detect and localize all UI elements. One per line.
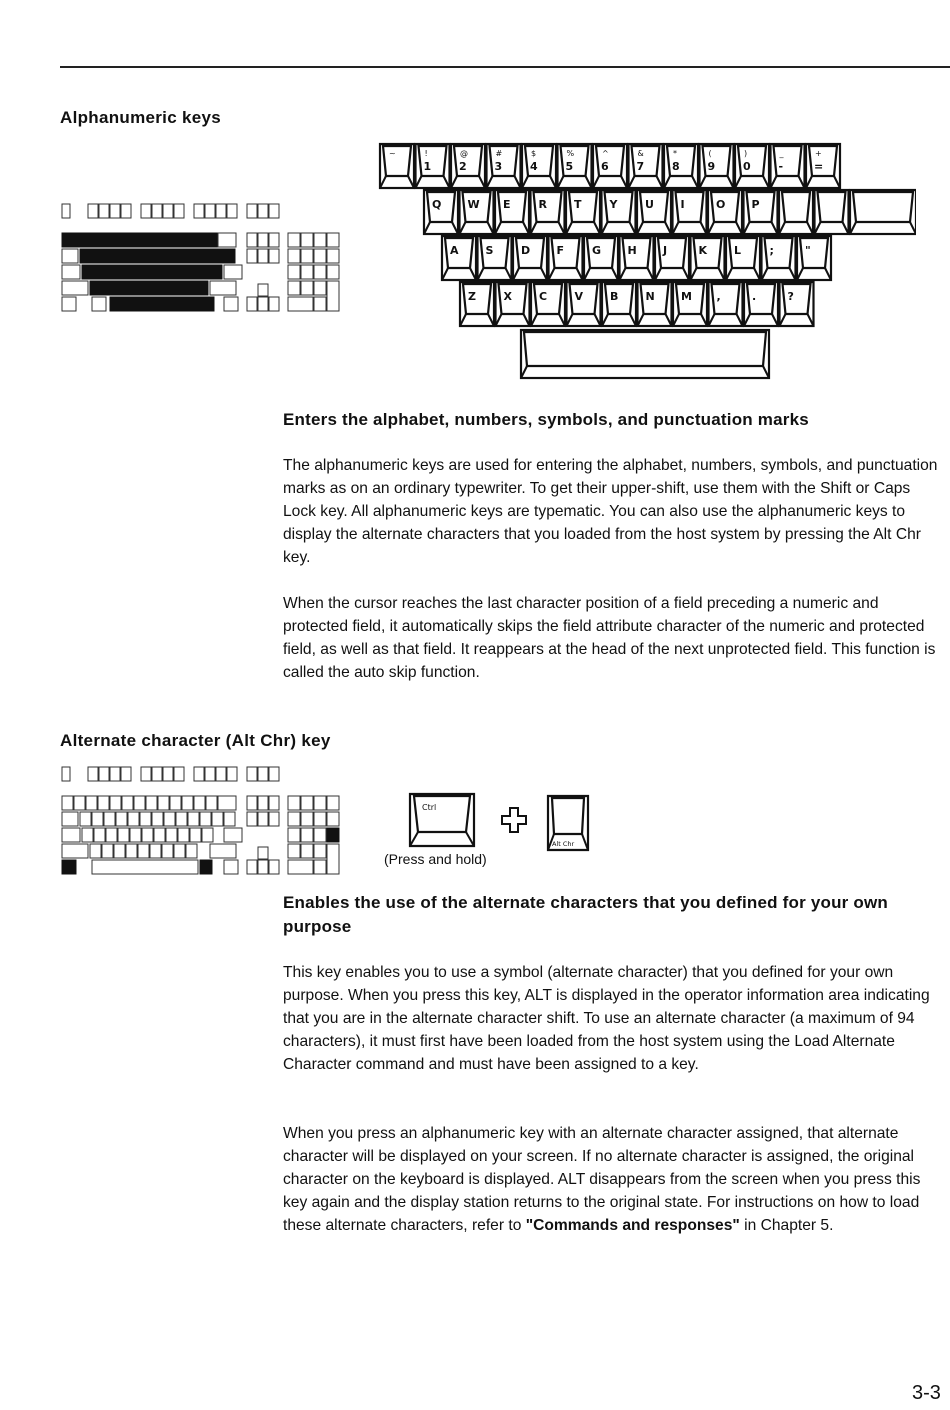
key-label: 2 — [459, 160, 467, 173]
key-S — [478, 236, 512, 280]
key-1 — [416, 144, 450, 188]
mini-key — [164, 812, 175, 826]
key-label: 3 — [494, 160, 503, 173]
mini-key — [62, 812, 78, 826]
key-? — [780, 282, 814, 326]
mini-key — [194, 796, 205, 810]
key-V — [567, 282, 601, 326]
key-label: O — [716, 198, 726, 211]
key-label: S — [485, 244, 494, 257]
key-X — [496, 282, 530, 326]
key-= — [806, 144, 840, 188]
key-shift-label: ~ — [389, 149, 396, 158]
key-shift-label: & — [637, 149, 644, 158]
mini-key — [190, 828, 201, 842]
key-label: 4 — [530, 160, 538, 173]
key-label: P — [751, 198, 760, 211]
mini-key — [218, 796, 236, 810]
key-shift-label: % — [566, 149, 575, 158]
mini-key — [116, 812, 127, 826]
key-label: 9 — [707, 160, 716, 173]
paragraph-alt-chr-1: This key enables you to use a symbol (alternate character) that you defined for your own purpose. When you press this key, ALT is displayed in the operator information area indicating that you are in the alternate character shift. To use an alternate character (a maximum of 94 characters), it must first have been loaded from the host system using the Load Alternate Character command and must have been assigned to a key. — [283, 964, 930, 1073]
key-shift-label: ^ — [602, 149, 609, 158]
key-G — [584, 236, 618, 280]
key-Z — [460, 282, 494, 326]
key-label: - — [778, 160, 784, 173]
key-- — [771, 144, 805, 188]
mini-key — [118, 828, 129, 842]
key-9 — [700, 144, 734, 188]
key-label: E — [503, 198, 511, 211]
key-E — [495, 190, 529, 234]
mini-key — [176, 812, 187, 826]
key-shift-label: * — [673, 149, 677, 158]
mini-keyboard-alt-chr-icon — [60, 763, 345, 881]
ctrl-key-icon — [408, 792, 478, 850]
key-label: L — [734, 244, 742, 257]
mini-key — [74, 796, 85, 810]
mini-key — [90, 844, 101, 858]
key-label: ; — [769, 244, 774, 257]
key-label: R — [538, 198, 547, 211]
key-blank — [850, 190, 916, 234]
paragraph-alt-chr-2-tail: in Chapter 5. — [739, 1217, 834, 1234]
mini-key — [182, 796, 193, 810]
key-label: " — [805, 244, 811, 257]
mini-key — [152, 812, 163, 826]
key-2 — [451, 144, 485, 188]
alphanumeric-keyboard-diagram — [376, 138, 916, 386]
key-label: Z — [468, 290, 476, 303]
key-W — [460, 190, 494, 234]
mini-key — [170, 796, 181, 810]
key-label: U — [645, 198, 654, 211]
mini-key — [138, 844, 149, 858]
mini-key — [224, 828, 242, 842]
section-heading-alphanumeric: Alphanumeric keys — [60, 108, 221, 127]
key-P — [744, 190, 778, 234]
key-label: 0 — [743, 160, 751, 173]
mini-key — [62, 796, 73, 810]
mini-key — [210, 844, 236, 858]
mini-key — [102, 844, 113, 858]
key-L — [726, 236, 760, 280]
alt-chr-key-icon — [546, 794, 592, 854]
commands-and-responses-reference: "Commands and responses" — [525, 1217, 740, 1234]
key-O — [708, 190, 742, 234]
mini-key — [104, 812, 115, 826]
mini-key — [166, 828, 177, 842]
key-blank — [815, 190, 849, 234]
mini-key — [92, 812, 103, 826]
paragraph-alt-chr-2 — [283, 1122, 948, 1237]
key-K — [691, 236, 725, 280]
mini-key — [150, 844, 161, 858]
section-heading-alt-chr: Alternate character (Alt Chr) key — [60, 731, 331, 750]
press-and-hold-caption: (Press and hold) — [384, 851, 487, 867]
key-shift-label: @ — [460, 149, 468, 158]
key-blank — [779, 190, 813, 234]
key-5 — [558, 144, 592, 188]
key-F — [549, 236, 583, 280]
mini-key — [202, 828, 213, 842]
key-7 — [629, 144, 663, 188]
mini-key — [82, 828, 93, 842]
key-label: B — [610, 290, 619, 303]
mini-key — [206, 796, 217, 810]
key-N — [638, 282, 672, 326]
key-label: . — [752, 290, 757, 303]
ctrl-key-label: Ctrl — [422, 803, 437, 812]
key-M — [673, 282, 707, 326]
key-label: X — [503, 290, 512, 303]
mini-key — [212, 812, 223, 826]
key-label: 1 — [423, 160, 432, 173]
key-J — [655, 236, 689, 280]
mini-key — [114, 844, 125, 858]
key-label: W — [467, 198, 480, 211]
mini-key — [62, 828, 80, 842]
mini-key — [110, 796, 121, 810]
plus-icon — [500, 806, 528, 834]
key-, — [709, 282, 743, 326]
section-subheading-alphanumeric: Enters the alphabet, numbers, symbols, and punctuation marks — [283, 410, 809, 429]
alt-chr-key-label: Alt Chr — [552, 840, 575, 848]
mini-key — [140, 812, 151, 826]
key-shift-label: _ — [779, 149, 784, 158]
key-label: Y — [609, 198, 618, 211]
key-label: = — [814, 160, 824, 173]
key-R — [531, 190, 565, 234]
key-shift-label: ) — [744, 149, 748, 158]
mini-key — [62, 844, 88, 858]
key-0 — [735, 144, 769, 188]
mini-key — [94, 828, 105, 842]
top-rule — [60, 66, 950, 68]
mini-keyboard-alphanumeric-icon — [60, 200, 345, 318]
key-label: Q — [432, 198, 442, 211]
key-; — [762, 236, 796, 280]
mini-key — [142, 828, 153, 842]
mini-key — [128, 812, 139, 826]
mini-key — [186, 844, 197, 858]
mini-key — [162, 844, 173, 858]
mini-key — [154, 828, 165, 842]
paragraph-alt-chr-2-text: When you press an alphanumeric key with an alternate character assigned, that alternate character will be displayed on your screen. If no alternate character is assigned, the original character on the keyboard is displayed. ALT disappears from the screen when you press this key again and the display station returns to the original state. For instructions on how to load these alternate characters, refer to — [283, 1125, 921, 1234]
key-label: 6 — [601, 160, 609, 173]
key-shift-label: $ — [531, 149, 537, 158]
key-shift-label: + — [815, 149, 822, 158]
mini-key — [106, 828, 117, 842]
key-label: D — [521, 244, 531, 257]
key-label: , — [716, 290, 721, 303]
key-4 — [522, 144, 556, 188]
mini-key — [178, 828, 189, 842]
mini-key — [126, 844, 137, 858]
paragraph-alphanumeric-2: When the cursor reaches the last character position of a field preceding a numeric and protected field, it automatically skips the field attribute character of the numeric and protected field, as well as that field. It reappears at the head of the next unprotected field. This function is called the auto skip function. — [283, 595, 936, 681]
key-I — [673, 190, 707, 234]
key-label: A — [450, 244, 459, 257]
key-label: T — [574, 198, 582, 211]
key-B — [602, 282, 636, 326]
key-tilde — [380, 144, 414, 188]
key-label: 8 — [672, 160, 680, 173]
mini-key — [122, 796, 133, 810]
key-Q — [424, 190, 458, 234]
key-D — [513, 236, 547, 280]
key-label: 5 — [565, 160, 574, 173]
key-label: M — [681, 290, 692, 303]
mini-key — [80, 812, 91, 826]
key-label: 7 — [636, 160, 645, 173]
key-space-bar — [521, 330, 769, 378]
mini-key — [200, 812, 211, 826]
mini-key — [98, 796, 109, 810]
key-label: G — [592, 244, 602, 257]
key-shift-label: ! — [424, 149, 428, 158]
key-shift-label: ( — [708, 149, 712, 158]
key-label: V — [574, 290, 584, 303]
key-label: J — [663, 244, 668, 257]
key-A — [442, 236, 476, 280]
mini-key — [86, 796, 97, 810]
key-label: I — [680, 198, 685, 211]
key-. — [744, 282, 778, 326]
mini-key — [174, 844, 185, 858]
key-6 — [593, 144, 627, 188]
page-number: 3-3 — [912, 1382, 941, 1404]
key-C — [531, 282, 565, 326]
key-label: C — [539, 290, 548, 303]
key-Y — [602, 190, 636, 234]
key-label: ? — [787, 290, 794, 303]
key-8 — [664, 144, 698, 188]
key-T — [566, 190, 600, 234]
mini-key — [188, 812, 199, 826]
mini-key — [224, 812, 235, 826]
key-H — [620, 236, 654, 280]
mini-key — [130, 828, 141, 842]
key-label: N — [645, 290, 655, 303]
mini-key — [134, 796, 145, 810]
key-" — [797, 236, 831, 280]
section-subheading-alt-chr: Enables the use of the alternate characters that you defined for your own purpose — [283, 893, 889, 936]
key-label: K — [698, 244, 708, 257]
mini-key — [158, 796, 169, 810]
key-label: H — [627, 244, 637, 257]
key-shift-label: # — [495, 149, 503, 158]
key-3 — [487, 144, 521, 188]
key-U — [637, 190, 671, 234]
paragraph-alphanumeric-1: The alphanumeric keys are used for entering the alphabet, numbers, symbols, and punctuation marks as on an ordinary typewriter. To get their upper-shift, use them with the Shift or Caps Lock key. All alphanumeric keys are typematic. You can also use the alphanumeric keys to display the alternate characters that you loaded from the host system by pressing the Alt Chr key. — [283, 457, 938, 566]
mini-key — [146, 796, 157, 810]
key-label: F — [556, 244, 565, 257]
